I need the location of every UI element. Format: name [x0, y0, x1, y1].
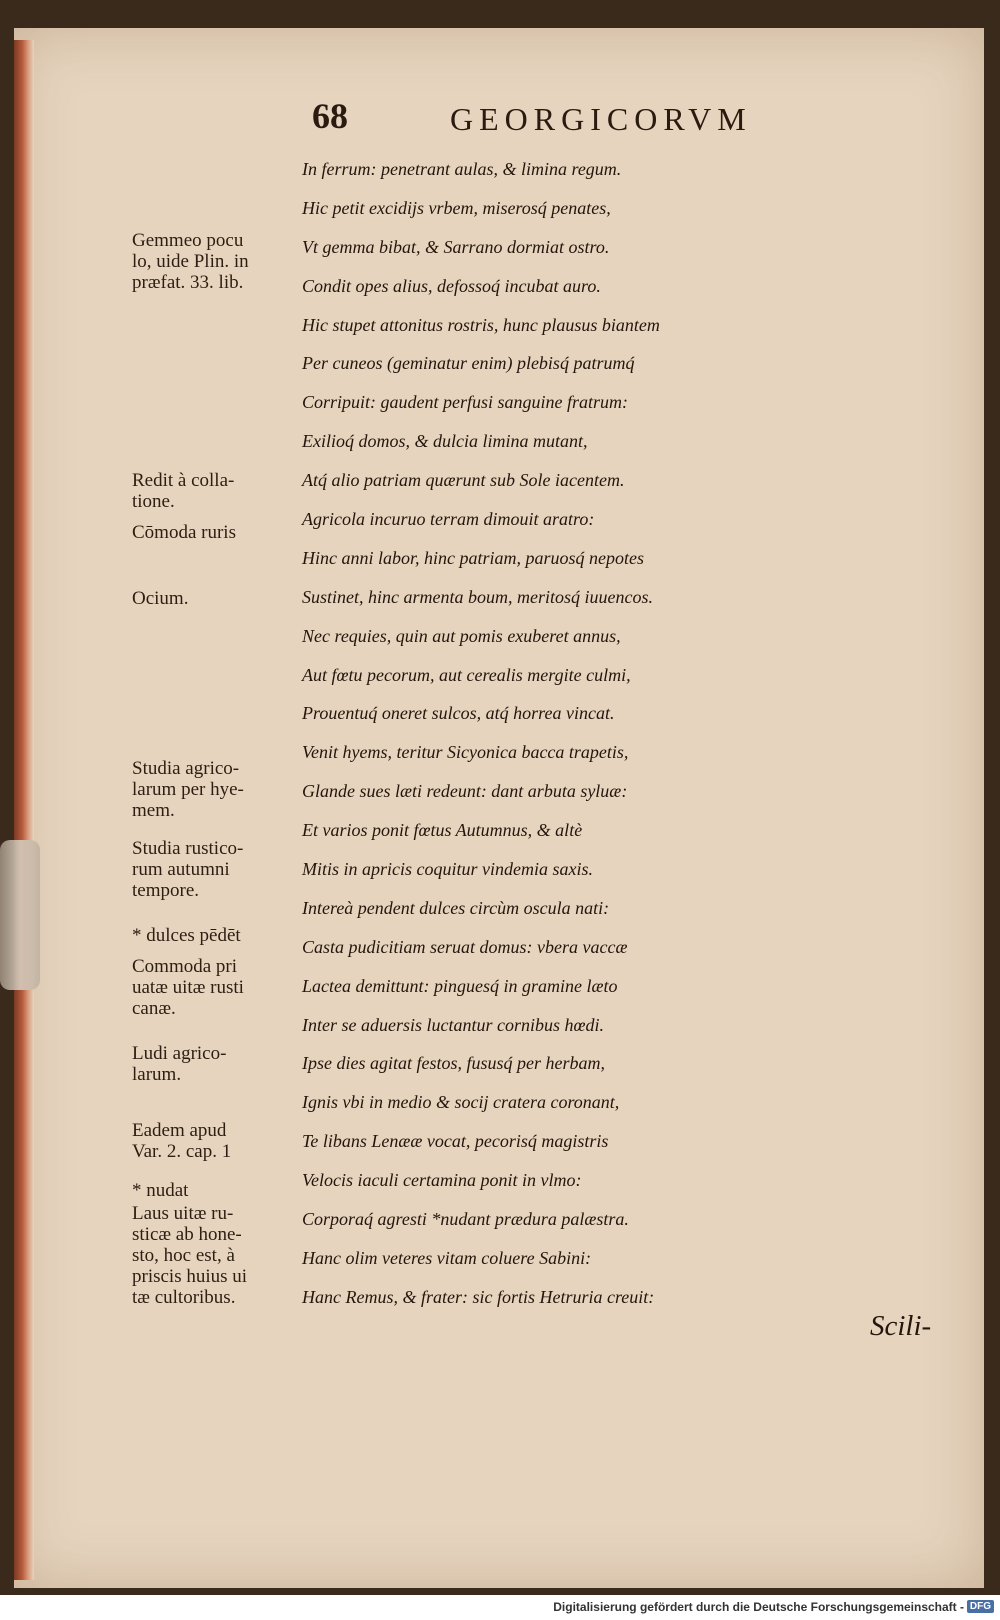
verse-line: Hic stupet attonitus rostris, hunc plausus biantem	[302, 314, 660, 335]
note-line: uatæ uitæ rusti	[132, 977, 244, 998]
note-line: tempore.	[132, 880, 200, 901]
note-line: Gemmeo pocu	[132, 230, 244, 251]
note-line: larum per hye-	[132, 779, 244, 800]
note-line: sticæ ab hone-	[132, 1224, 242, 1245]
note-line: Redit à colla-	[132, 470, 235, 491]
note-line: Ocium.	[132, 588, 189, 609]
verse-line: Exilioq́ domos, & dulcia limina mutant,	[302, 431, 588, 452]
verse-line: Vt gemma bibat, & Sarrano dormiat ostro.	[302, 236, 610, 257]
verse-line: Mitis in apricis coquitur vindemia saxis.	[302, 859, 593, 880]
note-line: * nudat	[132, 1180, 189, 1201]
verse-line: Inter se aduersis luctantur cornibus hœdi.	[302, 1014, 604, 1035]
note-line: tæ cultoribus.	[132, 1287, 236, 1308]
running-title: GEORGICORVM	[450, 101, 752, 137]
verse-line: Ipse dies agitat festos, fususq́ per herbam,	[302, 1053, 605, 1074]
verse-line: Aut fœtu pecorum, aut cerealis mergite culmi,	[302, 664, 631, 685]
marginal-note	[132, 522, 304, 543]
verse-line: Te libans Lenææ vocat, pecorisq́ magistris	[302, 1131, 609, 1152]
verse-line: Prouentuq́ oneret sulcos, atq́ horrea vincat.	[302, 703, 615, 724]
note-line: Cōmoda ruris	[132, 522, 236, 543]
verse-line: Hanc olim veteres vitam coluere Sabini:	[302, 1247, 592, 1268]
verse-line: Venit hyems, teritur Sicyonica bacca trapetis,	[302, 742, 629, 763]
marginal-note	[132, 758, 304, 821]
note-line: Commoda pri	[132, 956, 238, 977]
note-line: Studia rustico-	[132, 838, 244, 859]
marginal-note	[132, 470, 304, 512]
book-clasp	[0, 840, 40, 990]
marginal-note	[132, 838, 304, 901]
verse-line: Lactea demittunt: pinguesq́ in gramine læto	[302, 975, 618, 996]
note-line: Var. 2. cap. 1	[132, 1141, 232, 1162]
note-line: tione.	[132, 491, 175, 512]
note-line: sto, hoc est, à	[132, 1245, 235, 1266]
verse-line: Glande sues læti redeunt: dant arbuta syluæ:	[302, 781, 628, 802]
note-line: priscis huius ui	[132, 1266, 248, 1287]
note-line: rum autumni	[132, 859, 230, 880]
note-line: Laus uitæ ru-	[132, 1203, 234, 1224]
verse-line: Nec requies, quin aut pomis exuberet annus,	[302, 625, 621, 646]
funding-credit: Digitalisierung gefördert durch die Deutsche Forschungsgemeinschaft -	[553, 1600, 964, 1614]
verse-line: Velocis iaculi certamina ponit in vlmo:	[302, 1170, 582, 1191]
verse-line: Hinc anni labor, hinc patriam, paruosq́ nepotes	[302, 547, 644, 568]
verse-line: Et varios ponit fœtus Autumnus, & altè	[302, 820, 583, 841]
marginal-note	[132, 1180, 304, 1201]
page-number: 68	[312, 96, 348, 136]
marginal-note	[132, 1120, 304, 1162]
verse-line: Intereà pendent dulces circùm oscula nati:	[302, 897, 610, 918]
marginal-note	[132, 956, 304, 1019]
note-line: Eadem apud	[132, 1120, 227, 1141]
note-line: Studia agrico-	[132, 758, 240, 779]
verse-line: Sustinet, hinc armenta boum, meritosq́ iuuencos.	[302, 586, 653, 607]
note-line: præfat. 33. lib.	[132, 272, 244, 293]
note-line: * dulces pēdēt	[132, 925, 241, 946]
verse-text	[302, 150, 992, 1317]
marginal-note	[132, 1203, 304, 1308]
page-edge	[14, 40, 34, 1580]
verse-line: Per cuneos (geminatur enim) plebisq́ patrumq́	[302, 353, 635, 374]
verse-line: Agricola incuruo terram dimouit aratro:	[302, 509, 595, 530]
marginal-note	[132, 925, 304, 946]
verse-line: Condit opes alius, defossoq́ incubat auro.	[302, 275, 601, 296]
footer-bar	[0, 1597, 1000, 1620]
note-line: lo, uide Plin. in	[132, 251, 249, 272]
dfg-logo: DFG	[967, 1600, 994, 1613]
verse-line: Atq́ alio patriam quærunt sub Sole iacentem.	[302, 470, 625, 491]
marginal-note	[132, 230, 304, 293]
note-line: canæ.	[132, 998, 176, 1019]
verse-line: Casta pudicitiam seruat domus: vbera vaccæ	[302, 936, 628, 957]
note-line: larum.	[132, 1064, 182, 1085]
verse-line: Hanc Remus, & frater: sic fortis Hetruria creuit:	[302, 1286, 655, 1307]
verse-line: Ignis vbi in medio & socij cratera coronant,	[302, 1092, 620, 1113]
verse-line: Corripuit: gaudent perfusi sanguine fratrum:	[302, 392, 629, 413]
verse-line: In ferrum: penetrant aulas, & limina regum.	[302, 159, 622, 179]
note-line: Ludi agrico-	[132, 1043, 227, 1064]
note-line: mem.	[132, 800, 175, 821]
verse-line: Corporaq́ agresti *nudant prædura palæstra.	[302, 1209, 629, 1230]
verse-line: Hic petit excidijs vrbem, miserosq́ penates,	[302, 197, 611, 218]
catchword: Scili-	[870, 1310, 932, 1342]
marginal-note	[132, 588, 304, 609]
marginal-note	[132, 1043, 304, 1085]
page-header	[300, 95, 860, 145]
